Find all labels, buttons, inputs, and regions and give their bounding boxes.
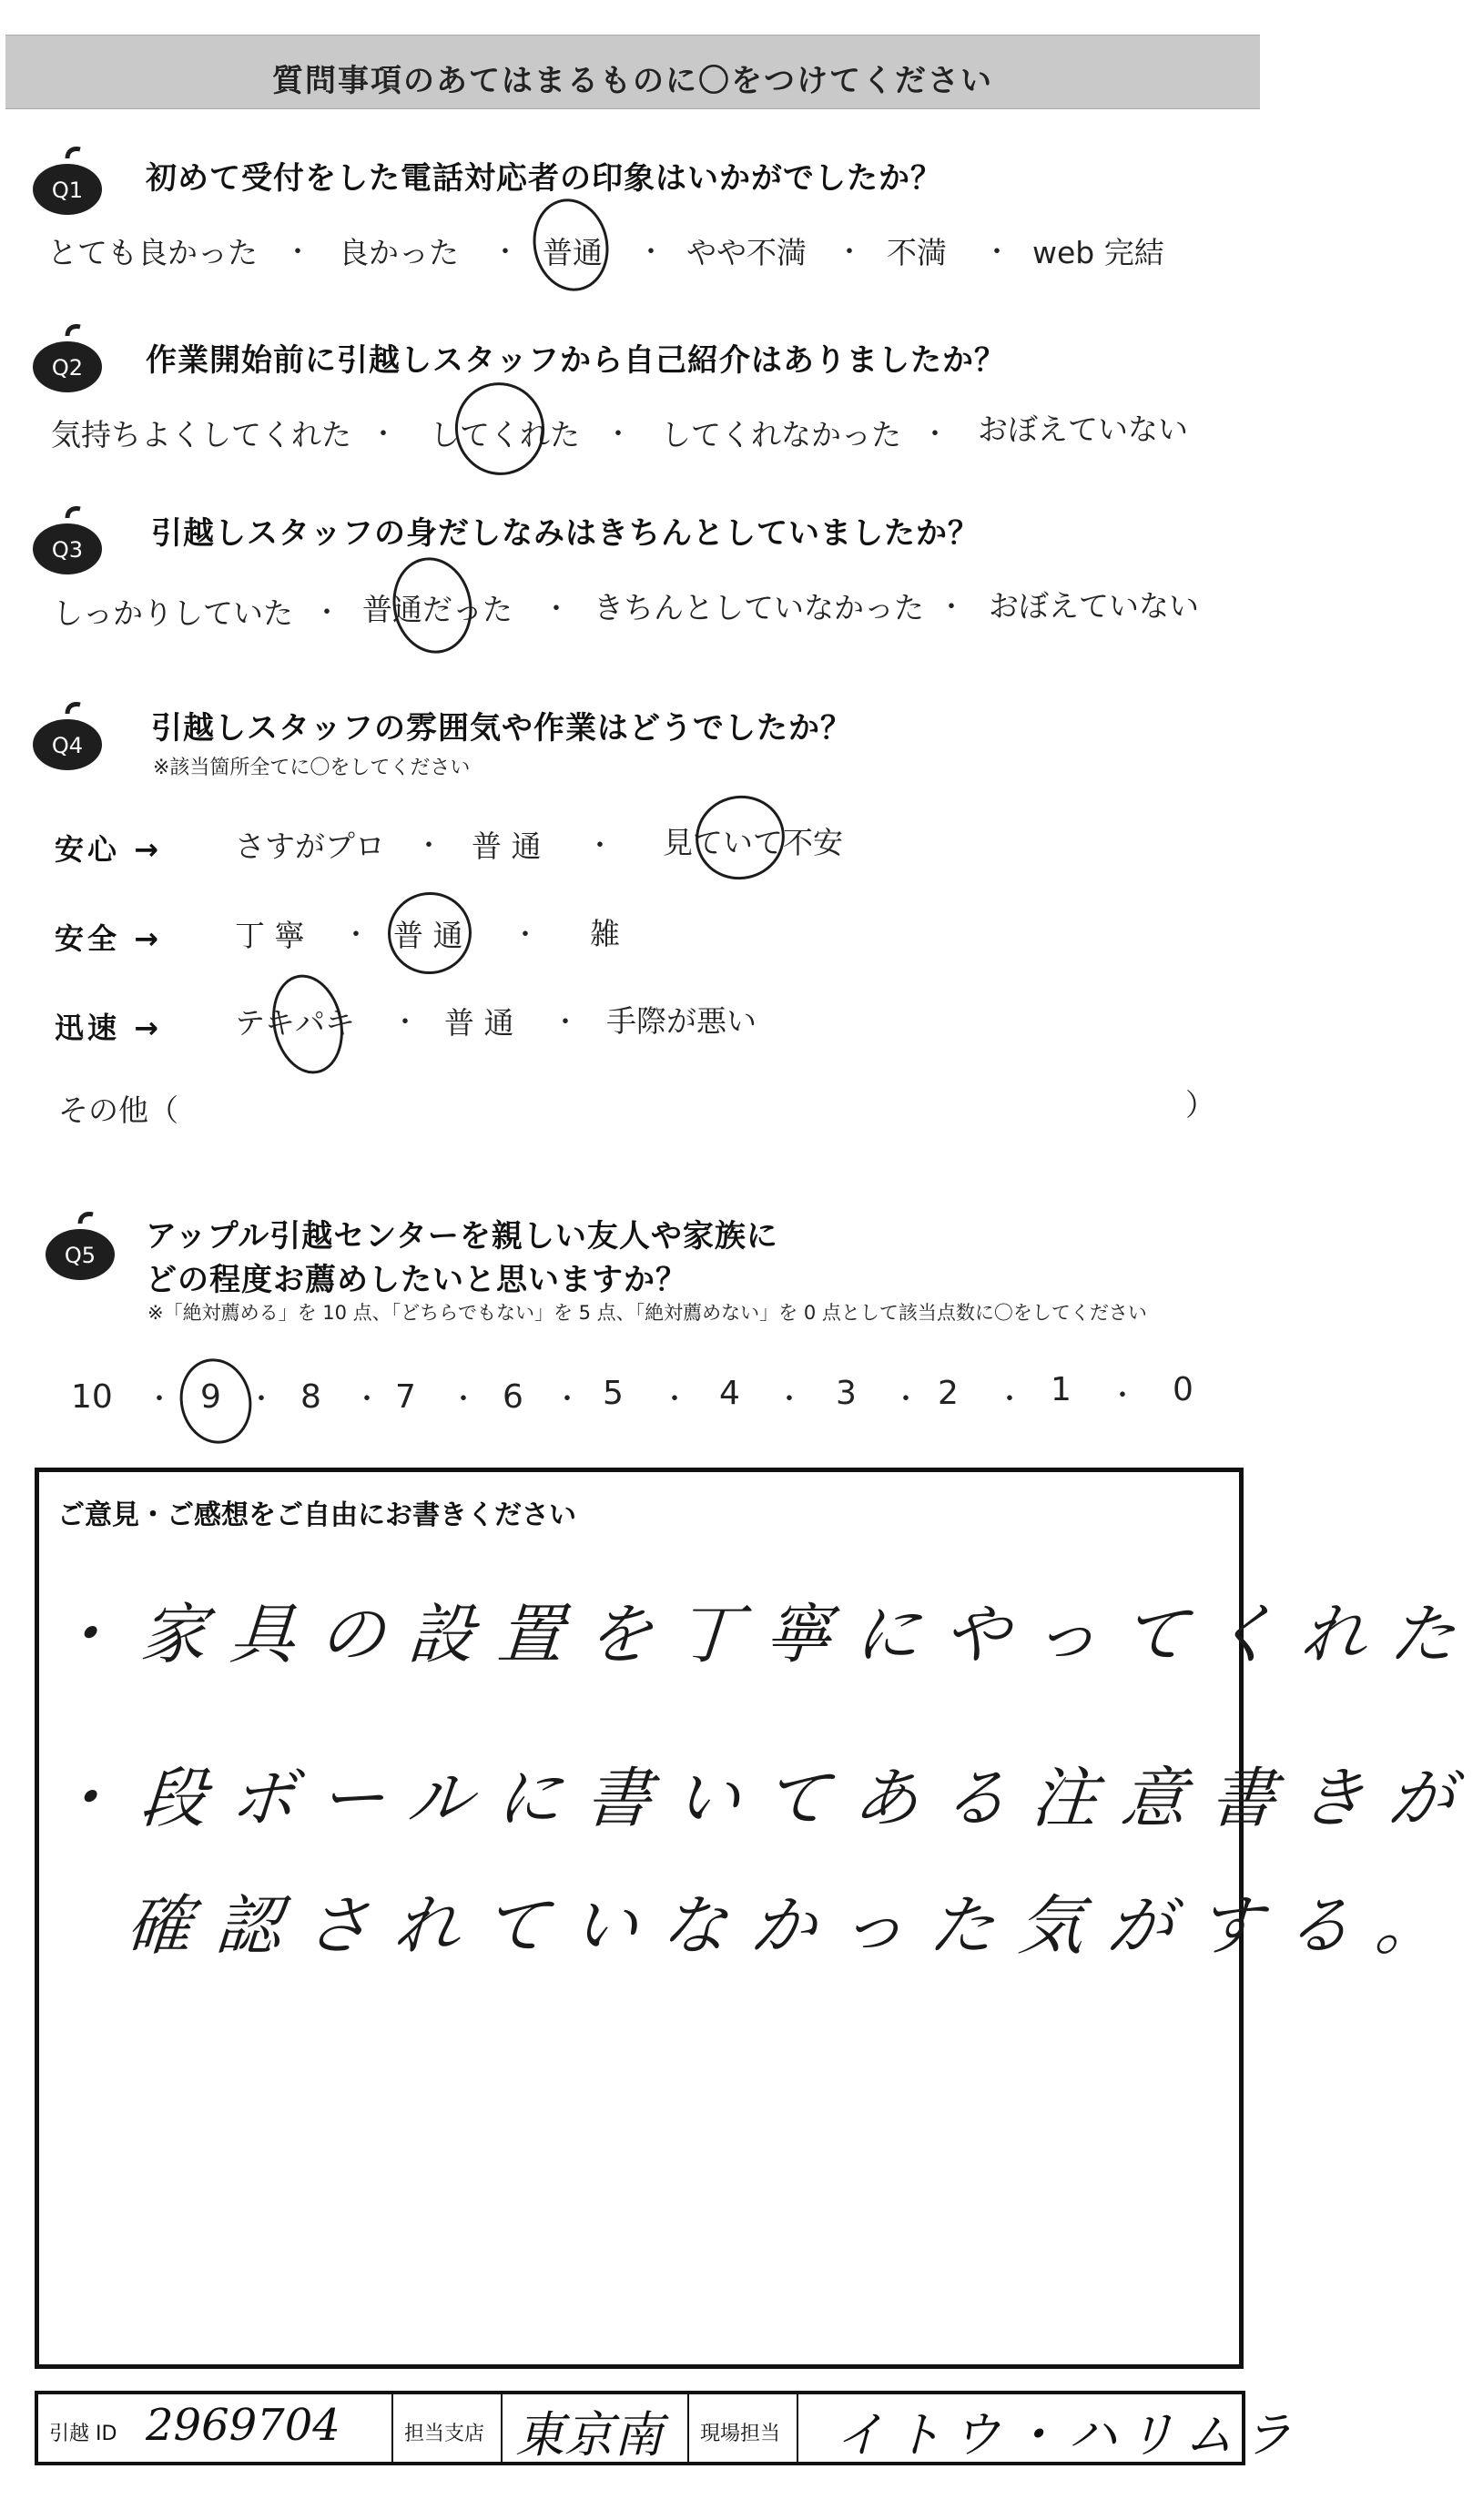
- q1-separator: ・: [983, 237, 1011, 269]
- q3-title: 引越しスタッフの身だしなみはきちんとしていましたか？: [151, 515, 980, 552]
- comment-box[interactable]: [35, 1468, 1482, 2369]
- q3-selection-circle: [384, 550, 481, 661]
- q5-separator: ・: [450, 1384, 477, 1416]
- q4-separator: ・: [391, 1007, 419, 1039]
- q4-separator: ・: [342, 920, 370, 951]
- q5-score-3[interactable]: 3: [836, 1375, 857, 1412]
- q3-separator: ・: [543, 594, 570, 625]
- q4-row-anzen-option-3[interactable]: 雑: [590, 916, 620, 951]
- q5-score-1[interactable]: 1: [1051, 1371, 1072, 1408]
- q4-row-anzen-label: 安全 →: [55, 921, 162, 956]
- q2-separator: ・: [604, 419, 632, 451]
- q4-row-anshin-label: 安心 →: [55, 832, 162, 867]
- q2-option-4[interactable]: おぼえていない: [978, 412, 1188, 447]
- q5-separator: ・: [996, 1384, 1023, 1416]
- q4-row-anzen-option-2[interactable]: 普 通: [393, 918, 463, 953]
- q5-separator: ・: [554, 1384, 581, 1416]
- q2-option-1[interactable]: 気持ちよくしてくれた: [51, 417, 351, 452]
- q4-separator: ・: [552, 1007, 579, 1039]
- q1-option-4[interactable]: やや不満: [686, 235, 807, 270]
- move-id-value: 2969704: [146, 2400, 340, 2451]
- q4-separator: ・: [512, 920, 539, 951]
- q4-row-anshin-selection-circle: [688, 788, 793, 888]
- q4-note: ※該当箇所全てに〇をしてください: [153, 757, 471, 779]
- q2-title: 作業開始前に引越しスタッフから自己紹介はありましたか？: [146, 342, 1006, 379]
- q3-separator: ・: [313, 597, 340, 629]
- page-title: 質問事項のあてはまるものに〇をつけてください: [272, 63, 993, 99]
- q4-row-anshin-option-2[interactable]: 普 通: [472, 828, 542, 864]
- q4-row-anzen-selection-circle: [381, 884, 480, 981]
- comment-line-1: ・家具の設置を丁寧にやってくれた: [48, 1596, 1482, 1672]
- q2-option-2[interactable]: してくれた: [430, 417, 580, 452]
- move-id-cell: [38, 2394, 393, 2462]
- q4-row-anzen-option-1[interactable]: 丁 寧: [235, 918, 305, 953]
- q1-badge-icon: [25, 146, 107, 218]
- q5-title-line2: どの程度お薦めしたいと思いますか？: [146, 1262, 687, 1298]
- q5-separator: ・: [1109, 1380, 1136, 1412]
- branch-label: 担当支店: [404, 2423, 485, 2445]
- staff-label-cell: [689, 2394, 798, 2462]
- comment-line-2: ・段ボールに書いてある注意書きが: [48, 1760, 1481, 1836]
- q1-separator: ・: [637, 237, 665, 269]
- q3-badge: Q3: [51, 537, 84, 563]
- q1-separator: ・: [836, 237, 863, 269]
- q4-separator: ・: [586, 830, 614, 862]
- q5-score-6[interactable]: 6: [503, 1378, 523, 1416]
- q5-separator: ・: [248, 1384, 275, 1416]
- q4-row-anshin-option-1[interactable]: さすがプロ: [235, 828, 385, 864]
- header-bar: [5, 35, 1260, 109]
- q4-row-jinsoku-option-2[interactable]: 普 通: [444, 1005, 514, 1041]
- q5-score-8[interactable]: 8: [300, 1378, 321, 1416]
- q4-row-jinsoku-selection-circle: [263, 968, 351, 1080]
- q5-title-line1: アップル引越センターを親しい友人や家族に: [146, 1218, 778, 1255]
- q5-separator: ・: [892, 1384, 919, 1416]
- q1-option-5[interactable]: 不満: [887, 235, 947, 270]
- q1-option-3[interactable]: 普通: [543, 235, 603, 270]
- q2-badge: Q2: [51, 355, 84, 381]
- q5-separator: ・: [353, 1384, 381, 1416]
- q5-separator: ・: [776, 1384, 803, 1416]
- q3-option-3[interactable]: きちんとしていなかった: [594, 590, 924, 625]
- q2-option-3[interactable]: してくれなかった: [661, 417, 901, 452]
- q4-separator: ・: [415, 830, 442, 862]
- comment-title: ご意見・ご感想をご自由にお書きください: [57, 1499, 576, 1531]
- q4-row-jinsoku-option-3[interactable]: 手際が悪い: [606, 1003, 757, 1039]
- q5-score-2[interactable]: 2: [938, 1375, 959, 1412]
- q1-selection-circle: [524, 192, 616, 299]
- q1-option-2[interactable]: 良かった: [339, 235, 459, 270]
- q4-row-jinsoku-label: 迅速 →: [55, 1011, 162, 1045]
- comment-line-3: 確認されていなかった気がする。: [123, 1887, 1468, 1964]
- q3-option-1[interactable]: しっかりしていた: [53, 595, 293, 631]
- q5-score-4[interactable]: 4: [719, 1375, 740, 1412]
- q1-option-1[interactable]: とても良かった: [47, 235, 258, 270]
- q4-row-anshin-option-3[interactable]: 見ていて不安: [663, 825, 843, 860]
- q3-option-4[interactable]: おぼえていない: [989, 588, 1199, 624]
- q4-row-jinsoku-option-1[interactable]: テキパキ: [235, 1005, 355, 1041]
- q4-other-label: その他（: [58, 1092, 178, 1128]
- q1-title: 初めて受付をした電話対応者の印象はいかがでしたか？: [146, 160, 942, 197]
- q5-score-7[interactable]: 7: [395, 1378, 416, 1416]
- q5-score-5[interactable]: 5: [603, 1375, 624, 1412]
- q5-selection-circle: [172, 1352, 259, 1450]
- q5-note: ※「絶対薦める」を 10 点、「どちらでもない」を 5 点、「絶対薦めない」を 0 点として該当点数に〇をしてください: [147, 1302, 1147, 1324]
- q5-score-9[interactable]: 9: [200, 1378, 221, 1416]
- footer-table: [35, 2391, 1301, 2465]
- q2-badge-icon: [25, 323, 107, 396]
- q5-score-0[interactable]: 0: [1173, 1371, 1194, 1408]
- q5-score-10[interactable]: 10: [71, 1378, 113, 1416]
- q4-badge-icon: [25, 701, 107, 774]
- q1-separator: ・: [492, 237, 519, 269]
- q5-separator: ・: [661, 1384, 688, 1416]
- q3-option-2[interactable]: 普通だった: [362, 592, 513, 627]
- q2-separator: ・: [370, 419, 397, 451]
- q5-badge-icon: [38, 1211, 120, 1284]
- q1-separator: ・: [284, 237, 311, 269]
- branch-value: 東京南: [515, 2406, 663, 2464]
- q2-selection-circle: [446, 374, 553, 483]
- q5-separator: ・: [146, 1384, 173, 1416]
- branch-value-cell: [503, 2394, 689, 2462]
- q4-title: 引越しスタッフの雰囲気や作業はどうでしたか？: [151, 710, 852, 747]
- q4-badge: Q4: [51, 733, 84, 758]
- q3-badge-icon: [25, 505, 107, 578]
- branch-label-cell: [393, 2394, 503, 2462]
- q4-other-close: ）: [1185, 1087, 1215, 1123]
- q1-option-6[interactable]: web 完結: [1032, 235, 1164, 270]
- staff-value-cell: [798, 2394, 1301, 2464]
- q5-badge: Q5: [64, 1243, 96, 1268]
- staff-value: イトウ・ハリムラ: [835, 2406, 1301, 2464]
- move-id-label: 引越 ID: [49, 2423, 117, 2445]
- q3-separator: ・: [938, 592, 965, 624]
- q2-separator: ・: [921, 419, 949, 451]
- staff-label: 現場担当: [700, 2423, 781, 2445]
- q1-badge: Q1: [51, 178, 84, 203]
